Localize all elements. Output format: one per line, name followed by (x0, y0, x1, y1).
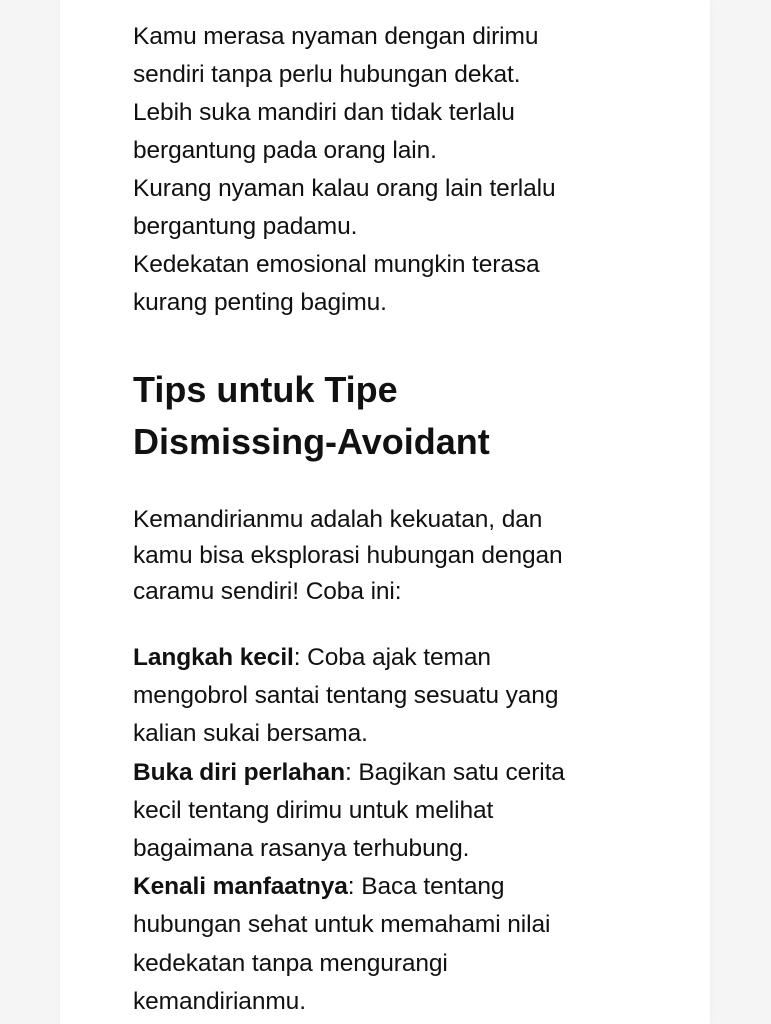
tip-title: Kenali manfaatnya (133, 873, 348, 901)
tip-text: : Baca tentang (347, 873, 505, 901)
tip-title: Langkah kecil (133, 644, 294, 671)
tip-text-line: bagaimana rasanya terhubung. (133, 835, 470, 863)
trait-line: kurang penting bagimu. (133, 289, 387, 316)
trait-line: Kamu merasa nyaman dengan dirimu (133, 23, 539, 50)
tip-item (133, 639, 633, 754)
trait-line: Lebih suka mandiri dan tidak terlalu (133, 99, 515, 126)
tips-list (133, 639, 633, 1021)
tip-text-line: kalian sukai bersama. (133, 720, 368, 748)
tip-text-line: kedekatan tanpa mengurangi (133, 949, 448, 977)
trait-line: Kurang nyaman kalau orang lain terlalu (133, 175, 556, 202)
tip-item (133, 868, 633, 1021)
intro-line: Kemandirianmu adalah kekuatan, dan (133, 506, 543, 533)
tip-text-line: mengobrol santai tentang sesuatu yang (133, 682, 559, 710)
tip-text-line: kecil tentang dirimu untuk melihat (133, 796, 494, 824)
trait-line: sendiri tanpa perlu hubungan dekat. (133, 61, 521, 88)
tip-text-line: kemandirianmu. (133, 987, 306, 1015)
article-page (60, 0, 710, 1024)
tip-item (133, 754, 633, 869)
heading-line: Tips untuk Tipe (133, 369, 398, 410)
trait-line: bergantung padamu. (133, 213, 358, 240)
section-heading (133, 364, 633, 468)
intro-paragraph (133, 502, 633, 610)
tip-title: Buka diri perlahan (133, 758, 345, 786)
heading-line: Dismissing-Avoidant (133, 421, 490, 462)
trait-line: Kedekatan emosional mungkin terasa (133, 251, 540, 278)
traits-paragraph (133, 18, 633, 322)
tip-text-line: hubungan sehat untuk memahami nilai (133, 911, 551, 939)
tip-text: : Bagikan satu cerita (344, 758, 565, 786)
trait-line: bergantung pada orang lain. (133, 137, 437, 164)
intro-line: kamu bisa eksplorasi hubungan dengan (133, 542, 563, 569)
article-content (133, 18, 633, 1021)
intro-line: caramu sendiri! Coba ini: (133, 578, 402, 605)
tip-text: : Coba ajak teman (293, 644, 491, 671)
